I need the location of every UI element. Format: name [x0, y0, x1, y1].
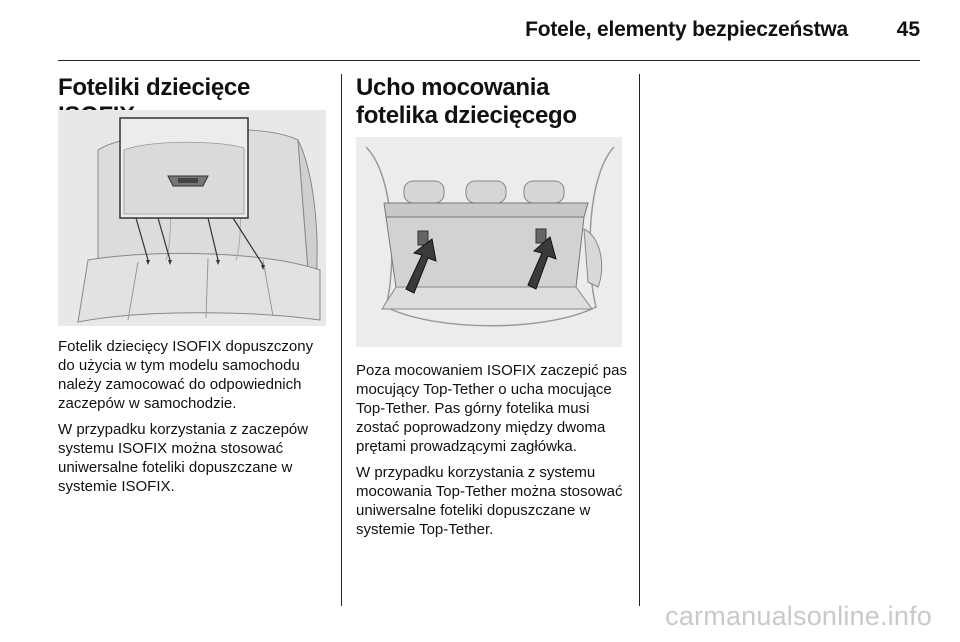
page-header [0, 0, 960, 60]
top-tether-text [356, 361, 630, 546]
right-column [356, 74, 624, 130]
isofix-seat-figure [58, 110, 326, 326]
rear-seat-isofix-anchors-icon [58, 110, 326, 326]
top-tether-figure [356, 137, 622, 347]
page-number: 45 [896, 18, 920, 41]
isofix-paragraph-2: W przypadku korzystania z zaczepów systemu ISOFIX można stosować uniwersalne foteliki dopuszczane w systemie ISOFIX. [58, 421, 309, 495]
top-tether-paragraph-2: W przypadku korzystania z systemu mocowania Top-Tether można stosować uniwersalne foteliki dopuszczane w systemie Top-Tether. [356, 464, 623, 538]
top-tether-heading: Ucho mocowania fotelika dziecięcego [356, 74, 577, 129]
isofix-paragraph-1: Fotelik dziecięcy ISOFIX dopuszczony do użycia w tym modelu samochodu należy zamocować do odpowiednich zaczepów w samochodzie. [58, 338, 314, 412]
trunk-top-tether-anchors-icon [356, 137, 622, 347]
isofix-text [58, 337, 330, 503]
header-rule [58, 60, 920, 61]
isofix-heading: Foteliki dziecięce [58, 74, 251, 101]
watermark: carmanualsonline.info [665, 601, 932, 631]
page-header-title: Fotele, elementy bezpieczeństwa [525, 18, 848, 41]
column-divider-right [639, 74, 640, 606]
top-tether-paragraph-1: Poza mocowaniem ISOFIX zaczepić pas mocujący Top-Tether o ucha mocujące Top-Tether. Pas górny fotelika musi zostać poprowadzony między dwoma prętami prowadzącymi zagłówka. [356, 362, 627, 455]
column-divider-left [341, 74, 342, 606]
